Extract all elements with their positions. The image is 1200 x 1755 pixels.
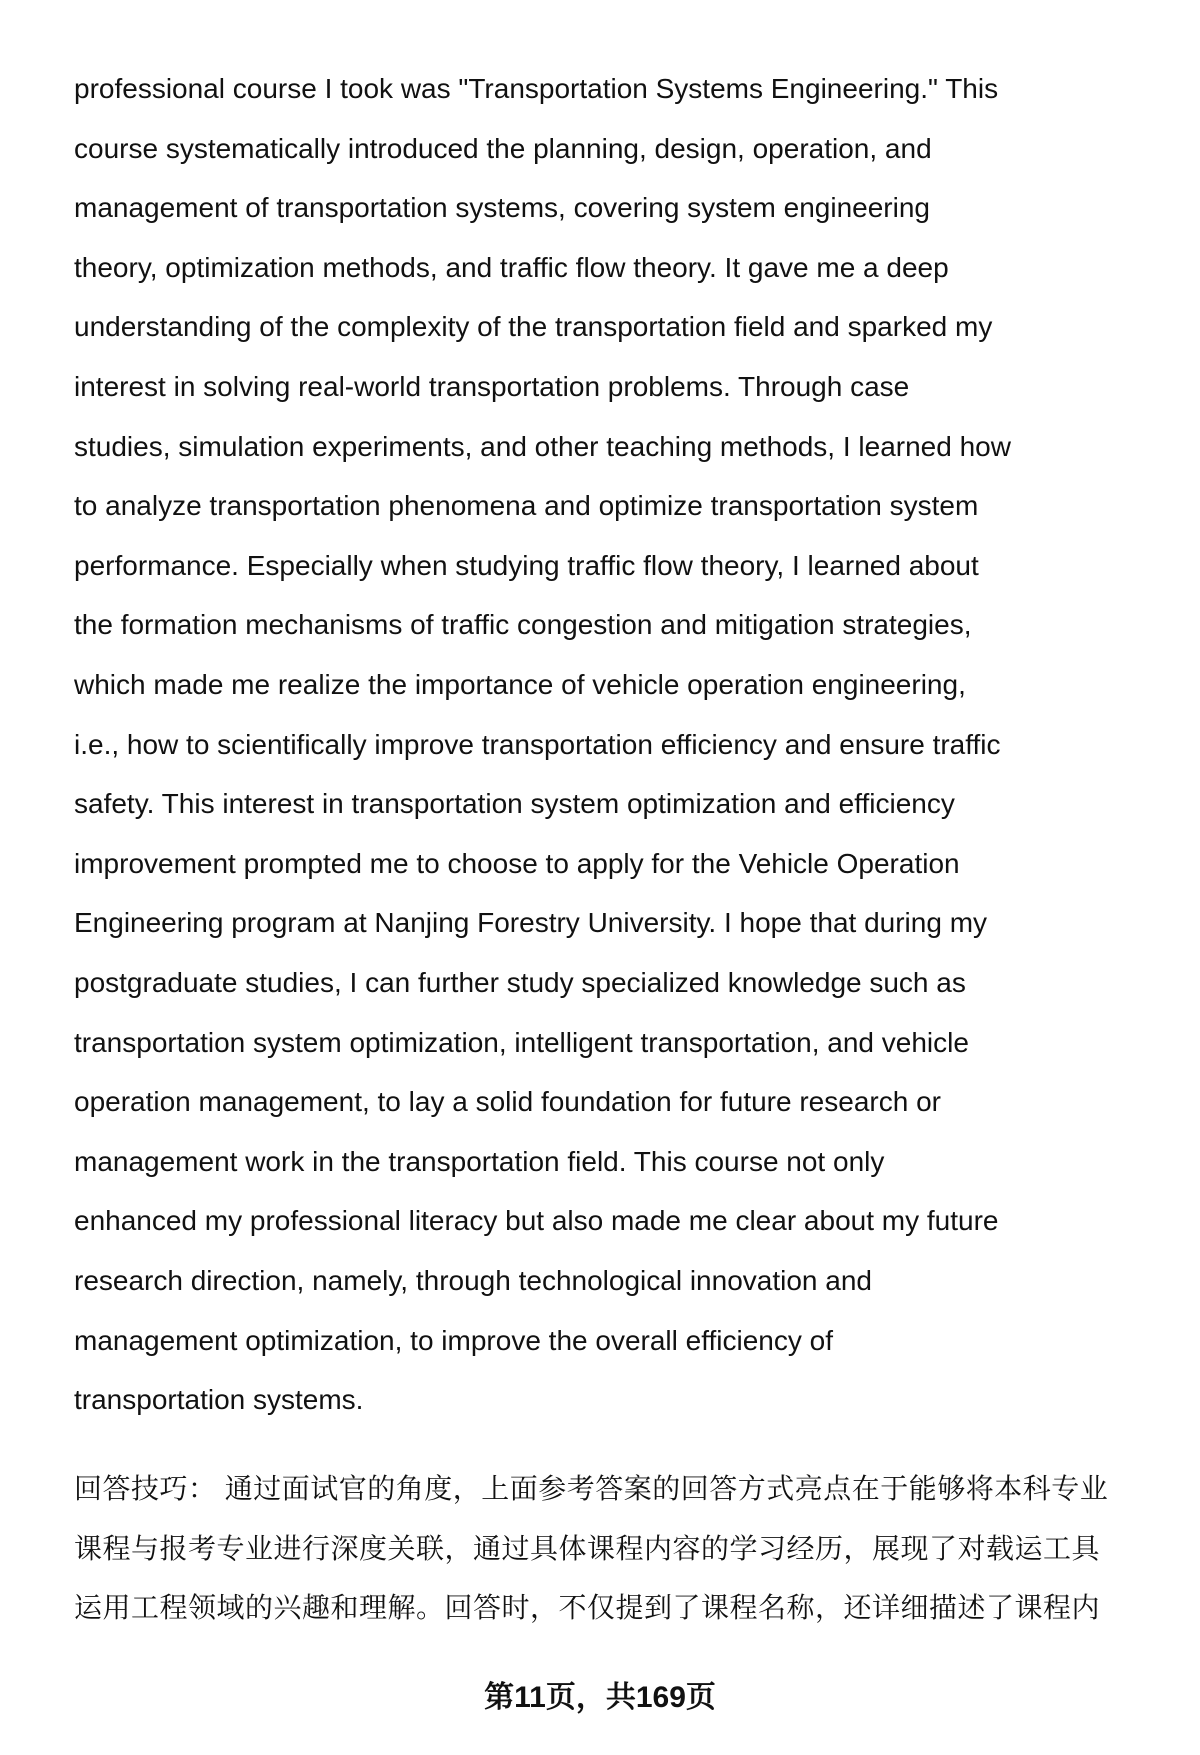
text-line: postgraduate studies, I can further study specialized knowledge such as xyxy=(74,967,966,998)
text-line: transportation system optimization, intelligent transportation, and vehicle xyxy=(74,1026,969,1058)
text-line: i.e., how to scientifically improve transportation efficiency and ensure traffic xyxy=(74,728,1001,760)
page-number: 第11页，共169页 xyxy=(484,1681,716,1714)
text-line: professional course I took was "Transportation Systems Engineering." This xyxy=(74,73,999,104)
tips-line: 运用工程领域的兴趣和理解。回答时，不仅提到了课程名称，还详细描述了课程内 xyxy=(74,1592,1101,1624)
tips-line: 回答技巧： 通过面试官的角度，上面参考答案的回答方式亮点在于能够将本科专业 xyxy=(74,1473,1109,1504)
text-line: Engineering program at Nanjing Forestry University. I hope that during my xyxy=(74,907,988,939)
text-line: studies, simulation experiments, and other teaching methods, I learned how xyxy=(74,430,1011,462)
text-line: the formation mechanisms of traffic congestion and mitigation strategies, xyxy=(74,609,972,641)
text-line: research direction, namely, through technological innovation and xyxy=(74,1265,872,1296)
text-line: which made me realize the importance of vehicle operation engineering, xyxy=(74,669,966,700)
text-line: improvement prompted me to choose to apply for the Vehicle Operation xyxy=(74,847,960,879)
text-line: to analyze transportation phenomena and optimize transportation system xyxy=(74,490,979,522)
text-line: operation management, to lay a solid foundation for future research or xyxy=(74,1086,941,1118)
text-line: course systematically introduced the planning, design, operation, and xyxy=(74,132,932,164)
text-line: performance. Especially when studying traffic flow theory, I learned about xyxy=(74,549,979,581)
text-line: management optimization, to improve the overall efficiency of xyxy=(74,1324,833,1356)
text-line: transportation systems. xyxy=(74,1384,364,1416)
text-line: interest in solving real-world transportation problems. Through case xyxy=(74,371,910,402)
text-line: management of transportation systems, covering system engineering xyxy=(74,192,930,224)
text-line: management work in the transportation field. This course not only xyxy=(74,1145,885,1177)
tips-line: 课程与报考专业进行深度关联，通过具体课程内容的学习经历，展现了对载运工具 xyxy=(74,1532,1101,1564)
text-line: safety. This interest in transportation system optimization and efficiency xyxy=(74,788,955,820)
text-line: enhanced my professional literacy but also made me clear about my future xyxy=(74,1205,999,1237)
text-line: understanding of the complexity of the transportation field and sparked my xyxy=(74,311,993,343)
text-line: theory, optimization methods, and traffic flow theory. It gave me a deep xyxy=(74,251,949,283)
